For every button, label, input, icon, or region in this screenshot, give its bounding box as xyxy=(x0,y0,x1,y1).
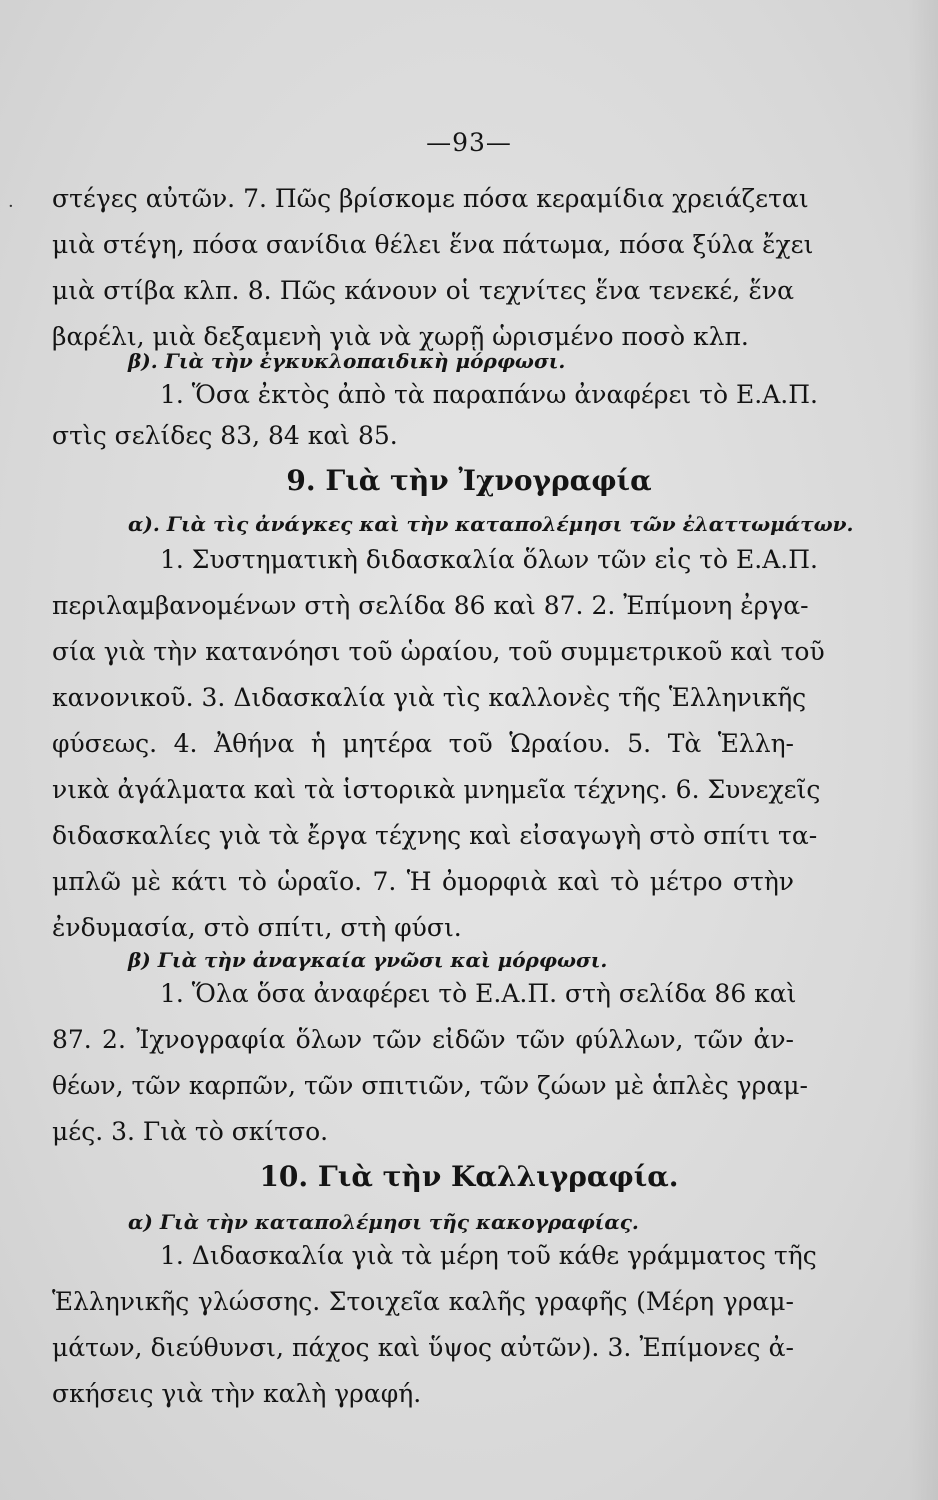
page-number: —93— xyxy=(426,128,512,157)
text-line: βαρέλι, μιὰ δεξαμενὴ γιὰ νὰ χωρῇ ὡρισμένο ποσὸ κλπ. xyxy=(52,322,749,351)
section-heading: 10. Γιὰ τὴν Καλλιγραφία. xyxy=(259,1160,679,1193)
subsection-heading: α) Γιὰ τὴν καταπολέμησι τῆς κακογραφίας. xyxy=(128,1210,639,1234)
text-line: στὶς σελίδες 83, 84 καὶ 85. xyxy=(52,421,398,450)
text-line: μπλῶ μὲ κάτι τὸ ὡραῖο. 7. Ἡ ὀμορφιὰ καὶ τὸ μέτρο στὴν xyxy=(52,867,794,896)
text-line: ἐνδυμασία, στὸ σπίτι, στὴ φύσι. xyxy=(52,913,462,942)
subsection-heading: α). Γιὰ τὶς ἀνάγκες καὶ τὴν καταπολέμησι τῶν ἐλαττωμάτων. xyxy=(128,512,854,536)
text-line: σκήσεις γιὰ τὴν καλὴ γραφή. xyxy=(52,1379,422,1408)
text-line: μιὰ στίβα κλπ. 8. Πῶς κάνουν οἱ τεχνίτες ἕνα τενεκέ, ἕνα xyxy=(52,276,794,305)
section-heading: 9. Γιὰ τὴν Ἰχνογραφία xyxy=(286,464,652,497)
text-line: σία γιὰ τὴν κατανόησι τοῦ ὡραίου, τοῦ συμμετρικοῦ καὶ τοῦ xyxy=(52,637,825,666)
subsection-heading: β). Γιὰ τὴν ἐγκυκλοπαιδικὴ μόρφωσι. xyxy=(128,349,566,373)
text-line: φύσεως. 4. Ἀθήνα ἡ μητέρα τοῦ Ὡραίου. 5. Τὰ Ἑλλη- xyxy=(52,729,794,758)
text-line: Ἑλληνικῆς γλώσσης. Στοιχεῖα καλῆς γραφῆς (Μέρη γραμ- xyxy=(52,1287,794,1316)
text-line: 1. Ὅσα ἐκτὸς ἀπὸ τὰ παραπάνω ἀναφέρει τὸ Ε.Α.Π. xyxy=(160,380,818,409)
text-line: 87. 2. Ἰχνογραφία ὅλων τῶν εἰδῶν τῶν φύλλων, τῶν ἀν- xyxy=(52,1025,794,1054)
text-line: στέγες αὐτῶν. 7. Πῶς βρίσκομε πόσα κεραμίδια χρειάζεται xyxy=(52,184,809,213)
text-line: περιλαμβανομένων στὴ σελίδα 86 καὶ 87. 2. Ἐπίμονη ἐργα- xyxy=(52,591,809,620)
text-line: νικὰ ἀγάλματα καὶ τὰ ἱστορικὰ μνημεῖα τέχνης. 6. Συνεχεῖς xyxy=(52,775,821,804)
text-line: 1. Συστηματικὴ διδασκαλία ὅλων τῶν εἰς τὸ Ε.Α.Π. xyxy=(160,545,818,574)
margin-mark: · xyxy=(8,196,14,217)
text-line: κανονικοῦ. 3. Διδασκαλία γιὰ τὶς καλλονὲς τῆς Ἑλληνικῆς xyxy=(52,683,807,712)
text-line: 1. Διδασκαλία γιὰ τὰ μέρη τοῦ κάθε γράμματος τῆς xyxy=(160,1241,817,1270)
text-line: 1. Ὅλα ὅσα ἀναφέρει τὸ Ε.Α.Π. στὴ σελίδα 86 καὶ xyxy=(160,979,797,1008)
subsection-heading: β) Γιὰ τὴν ἀναγκαία γνῶσι καὶ μόρφωσι. xyxy=(128,948,608,972)
text-line: μάτων, διεύθυνσι, πάχος καὶ ὕψος αὐτῶν). 3. Ἐπίμονες ἀ- xyxy=(52,1333,794,1362)
text-line: μιὰ στέγη, πόσα σανίδια θέλει ἕνα πάτωμα, πόσα ξύλα ἔχει xyxy=(52,230,814,259)
page-edge-shadow xyxy=(908,0,938,1500)
text-line: θέων, τῶν καρπῶν, τῶν σπιτιῶν, τῶν ζώων μὲ ἁπλὲς γραμ- xyxy=(52,1071,808,1100)
text-line: διδασκαλίες γιὰ τὰ ἔργα τέχνης καὶ εἰσαγωγὴ στὸ σπίτι τα- xyxy=(52,821,818,850)
text-line: μές. 3. Γιὰ τὸ σκίτσο. xyxy=(52,1117,329,1146)
